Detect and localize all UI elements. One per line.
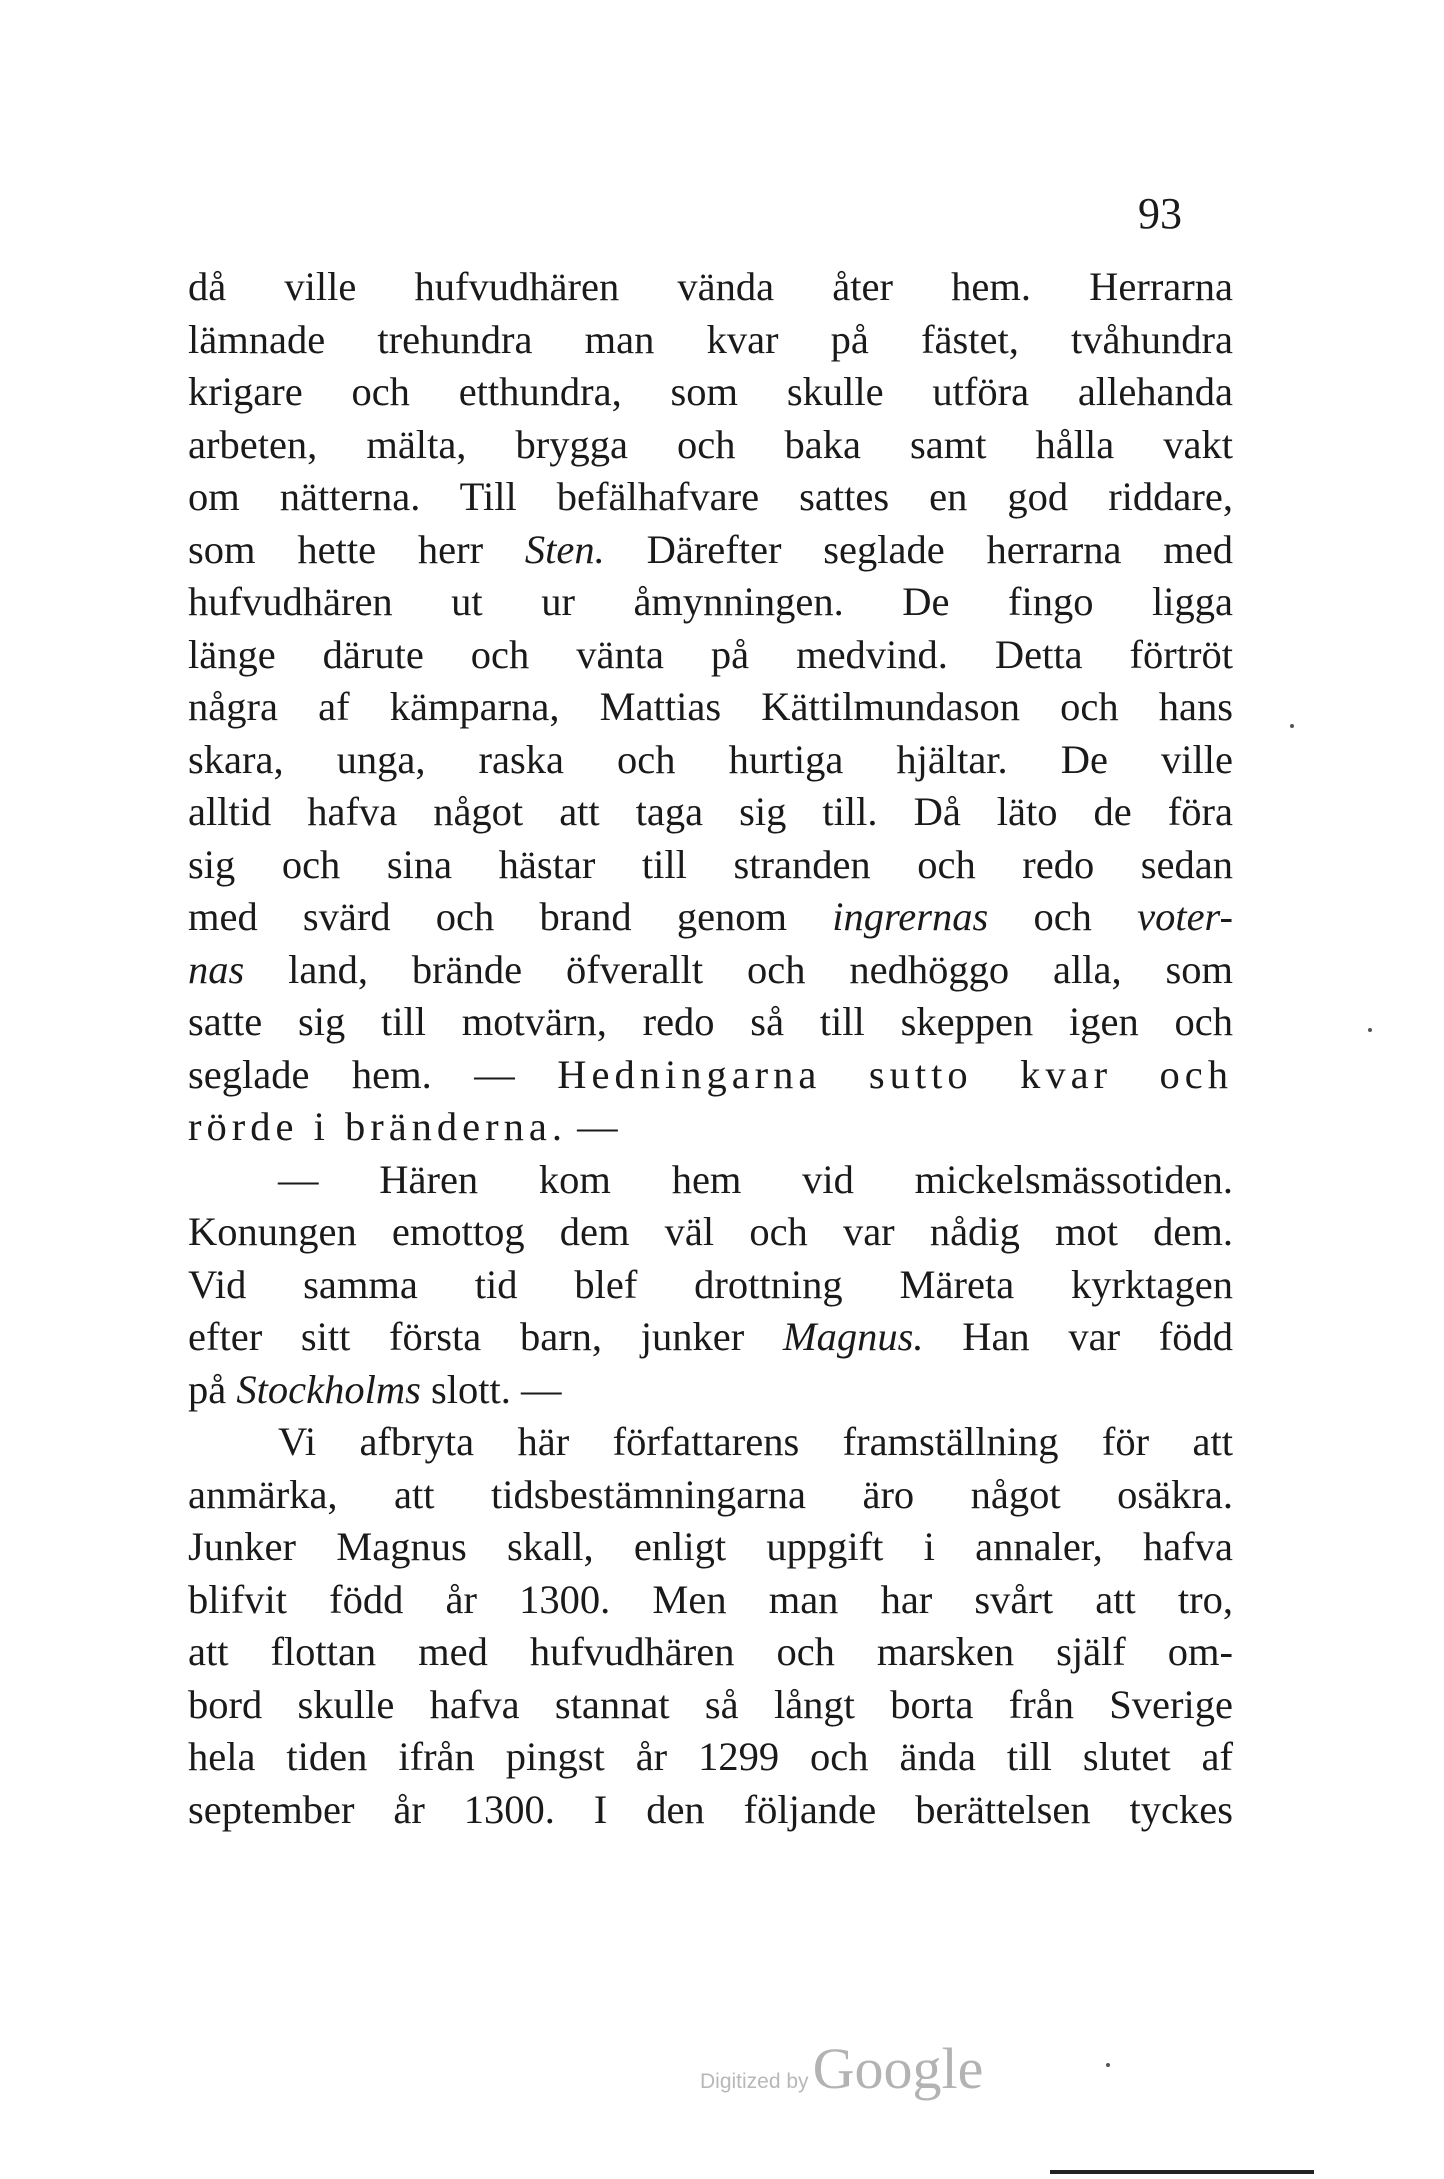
speck-mark — [1106, 2063, 1110, 2067]
text-line-8: länge därute och vänta på medvind. Detta förtröt — [188, 631, 1233, 677]
text-segment: efter sitt första barn, junker — [188, 1314, 783, 1359]
text-line-7: hufvudhären ut ur åmynningen. De fingo ligga — [188, 579, 1233, 624]
page-edge-rule — [1050, 2170, 1314, 2174]
italic-name-magnus: Magnus. — [782, 1314, 924, 1359]
text-line-14 — [188, 944, 1233, 997]
italic-word-nas: nas — [188, 946, 245, 992]
italic-word-ingrernas: ingrernas — [832, 894, 989, 939]
body-text — [188, 261, 1233, 1836]
text-line-13 — [188, 891, 1233, 944]
digitized-label: Digitized by — [700, 2070, 809, 2093]
text-line-21 — [188, 1311, 1233, 1364]
text-line-24: anmärka, att tidsbestämningarna äro något osäkra. — [188, 1471, 1233, 1517]
text-segment: seglade hem. — — [188, 1051, 558, 1097]
text-segment: som hette herr — [188, 526, 525, 572]
text-line-18: — Hären kom hem vid mickelsmässotiden. — [278, 1156, 1233, 1202]
text-segment: — — [566, 1104, 618, 1149]
text-line-4: arbeten, mälta, brygga och baka samt hålla vakt — [188, 421, 1233, 467]
speck-mark — [1368, 1028, 1372, 1032]
spaced-text: Hedningarna sutto kvar och — [557, 1051, 1234, 1097]
digitized-by-google-watermark — [700, 2035, 983, 2102]
page-number: 93 — [1138, 189, 1182, 238]
text-segment: land, brände öfverallt och nedhöggo alla, som — [244, 946, 1233, 992]
text-segment: med svärd och brand genom — [188, 894, 833, 939]
speck-mark — [1290, 724, 1294, 728]
text-line-15: satte sig till motvärn, redo så till skeppen igen och — [188, 999, 1233, 1044]
text-line-28: bord skulle hafva stannat så långt borta från Sverige — [188, 1681, 1233, 1727]
text-line-30: september år 1300. I den följande berättelsen tyckes — [188, 1786, 1233, 1832]
text-line-10: skara, unga, raska och hurtiga hjältar. De ville — [188, 736, 1233, 782]
text-line-26: blifvit född år 1300. Men man har svårt att tro, — [188, 1576, 1233, 1622]
text-line-25: Junker Magnus skall, enligt uppgift i annaler, hafva — [188, 1524, 1233, 1569]
text-segment: och — [988, 894, 1138, 939]
text-line-17 — [188, 1101, 1233, 1154]
text-line-6 — [188, 524, 1233, 577]
italic-name-sten: Sten. — [524, 526, 605, 572]
italic-word-voter: voter- — [1137, 894, 1233, 939]
text-line-29: hela tiden ifrån pingst år 1299 och ända till slutet af — [188, 1734, 1233, 1779]
text-line-5: om nätterna. Till befälhafvare sattes en god riddare, — [188, 474, 1233, 519]
text-segment: Han var född — [923, 1314, 1233, 1359]
text-segment: Därefter seglade herrarna med — [604, 526, 1233, 572]
italic-name-stockholms: Stockholms — [236, 1366, 421, 1412]
text-line-20: Vid samma tid blef drottning Märeta kyrktagen — [188, 1261, 1233, 1307]
text-line-2: lämnade trehundra man kvar på fästet, tvåhundra — [188, 316, 1233, 362]
text-line-16 — [188, 1049, 1233, 1102]
text-line-3: krigare och etthundra, som skulle utföra allehanda — [188, 369, 1233, 414]
text-line-22 — [188, 1364, 1233, 1417]
text-line-12: sig och sina hästar till stranden och redo sedan — [188, 841, 1233, 887]
text-line-11: alltid hafva något att taga sig till. Då läto de föra — [188, 789, 1233, 834]
text-segment: på — [188, 1366, 237, 1412]
google-logo: Google — [812, 2036, 984, 2101]
text-line-9: några af kämparna, Mattias Kättilmundason och hans — [188, 684, 1233, 729]
text-line-27: att flottan med hufvudhären och marsken själf om- — [188, 1629, 1233, 1674]
text-segment: slott. — — [420, 1366, 562, 1412]
text-line-1: då ville hufvudhären vända åter hem. Herrarna — [188, 264, 1233, 309]
text-line-23: Vi afbryta här författarens framställning för att — [278, 1419, 1233, 1464]
text-line-19: Konungen emottog dem väl och var nådig mot dem. — [188, 1209, 1233, 1254]
spaced-text: rörde i bränderna. — [188, 1104, 567, 1149]
